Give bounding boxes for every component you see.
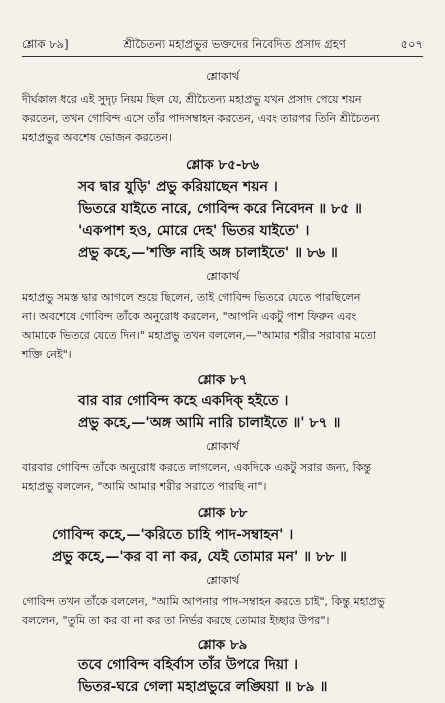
translation-line: করতেন, তখন গোবিন্দ এসে তাঁর পাদসম্বাহন করতেন, এবং তারপর তিনি শ্রীচৈতন্য — [22, 112, 380, 125]
verse-text — [22, 390, 423, 434]
translation-paragraph — [22, 458, 423, 496]
translation-heading: শ্লোকার্থ — [206, 70, 239, 83]
translation-paragraph — [22, 288, 423, 364]
verse-line: গোবিন্দ কহে,—'করিতে চাহি পাদ-সম্বাহন' । — [52, 527, 294, 543]
translation-paragraph — [22, 90, 423, 147]
translation-heading: শ্লোকার্থ — [206, 574, 239, 587]
header-page-number: ৫০৭ — [400, 37, 423, 51]
verse-heading: শ্লোক ৮৫-৮৬ — [185, 157, 259, 173]
verse-line: বার বার গোবিন্দ কহে একদিক্ হইতে । — [78, 393, 289, 409]
translation-line: মহাপ্রভু বললেন, "আমি আমার শরীর সরাতে পারছি না"। — [22, 480, 267, 493]
verse-heading: শ্লোক ৮৯ — [197, 637, 248, 653]
verse-line: ভিতর-ঘরে গেলা মহাপ্রভুরে লঙ্ঘিয়া ॥ ৮৯ ॥ — [78, 679, 328, 695]
translation-line: দীর্ঘকাল ধরে এই সুদৃঢ় নিয়ম ছিল যে, শ্রীচৈতন্য মহাপ্রভু যখন প্রসাদ পেয়ে শয়ন — [22, 93, 362, 106]
translation-heading: শ্লোকার্থ — [206, 440, 239, 453]
verse-line: প্রভু কহে,—'অঙ্গ আমি নারি চালাইতে ॥' ৮৭ ॥ — [78, 415, 341, 431]
translation-line: বারবার গোবিন্দ তাঁকে অনুরোধ করতে লাগলেন, একদিকে একটু সরার জন্য, কিন্তু — [22, 461, 372, 474]
translation-line: মহাপ্রভুর অবশেষ ভোজন করতেন। — [22, 131, 172, 144]
translation-line: গোবিন্দ তখন তাঁকে বললেন, "আমি আপনার পাদ-সম্বাহন করতে চাই", কিন্তু মহাপ্রভু — [22, 595, 385, 608]
verse-heading: শ্লোক ৮৮ — [197, 505, 248, 521]
verse-text — [22, 524, 423, 568]
verse-text — [22, 654, 423, 698]
verse-line: ভিতরে যাইতে নারে, গোবিন্দ করে নিবেদন ॥ ৮৫ ॥ — [78, 201, 362, 217]
translation-line: মহাপ্রভু সমস্ত দ্বার আগলে শুয়ে ছিলেন, তাই গোবিন্দ ভিতরে যেতে পারছিলেন — [22, 291, 361, 304]
translation-line: বললেন, "তুমি তা কর বা না কর তা নির্ভর করছে তোমার ইচ্ছার উপর"। — [22, 614, 330, 627]
translation-line: শক্তি নেই"। — [22, 348, 72, 361]
verse-line: 'একপাশ হও, মোরে দেহ' ভিতর যাইতে' । — [78, 223, 310, 239]
translation-line: না। অবশেষে গোবিন্দ তাঁকে অনুরোধ করলেন, "আপনি একটু পাশ ফিরুন এবং — [22, 310, 357, 323]
verse-text — [22, 176, 423, 264]
translation-line: আমাকে ভিতরে যেতে দিন।" মহাপ্রভু তখন বললেন,—"আমার শরীর সরাবার মতো — [22, 329, 377, 342]
translation-heading: শ্লোকার্থ — [206, 270, 239, 283]
header-verse-ref: শ্লোক ৮৯] — [22, 37, 69, 51]
running-header — [22, 36, 423, 54]
verse-line: তবে গোবিন্দ বহির্বাস তাঁর উপরে দিয়া । — [78, 657, 299, 673]
verse-heading: শ্লোক ৮৭ — [197, 372, 248, 388]
verse-line: প্রভু কহে,—'শক্তি নাহি অঙ্গ চালাইতে' ॥ ৮৬ ॥ — [78, 245, 338, 261]
translation-paragraph — [22, 592, 423, 630]
verse-line: প্রভু কহে,—'কর বা না কর, যেই তোমার মন' ॥ ৮৮ ॥ — [52, 549, 347, 565]
header-chapter-title: শ্রীচৈতন্য মহাপ্রভুর ভক্তদের নিবেদিত প্রসাদ গ্রহণ — [123, 37, 346, 51]
verse-line: সব দ্বার যুড়ি' প্রভু করিয়াছেন শয়ন । — [78, 179, 278, 195]
header-rule — [22, 56, 423, 57]
